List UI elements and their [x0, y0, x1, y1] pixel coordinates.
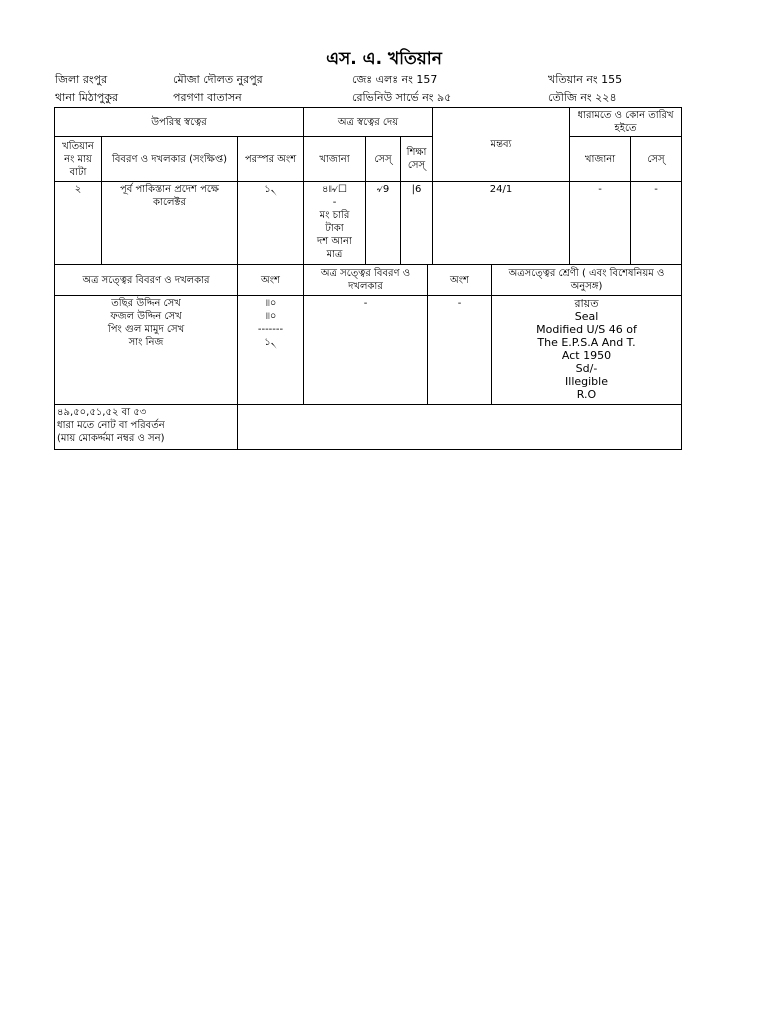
pargana-label: পরগণা বাতাসন — [173, 91, 242, 104]
header-since-date: ধারামতে ও কোন তারিখ হইতে — [570, 108, 682, 137]
owner-share: ।৷০ — [264, 298, 277, 309]
jl-number-label: জেঃ এলঃ নং 157 — [352, 73, 438, 86]
header-cess: সেস্ — [366, 137, 401, 182]
cell-education-cess: |6 — [401, 182, 433, 265]
owner-name: তছির উদ্দিন সেখ — [111, 298, 181, 309]
class-line: রায়ত — [574, 297, 599, 310]
cell-share: ১৲ — [238, 182, 304, 265]
header-owner-description: অত্র সত্ত্বের বিবরণ ও দখলকার — [55, 265, 238, 296]
header-payable: অত্র স্বত্বের দেয় — [304, 108, 433, 137]
owner-name: ফজল উদ্দিন সেখ — [110, 311, 182, 322]
header-rent-2: খাজানা — [570, 137, 631, 182]
section-note-line: (মায় মোকর্দ্দমা নম্বর ও সন) — [57, 433, 165, 444]
section-note-line: ৪৯,৫০,৫১,৫২ বা ৫৩ — [57, 407, 147, 418]
header-rent: খাজানা — [304, 137, 366, 182]
rent-line: - — [332, 197, 337, 208]
header-share: পরস্পর অংশ — [238, 137, 304, 182]
class-line: Illegible — [565, 375, 608, 388]
class-line: Act 1950 — [561, 349, 612, 362]
cell-remarks: 24/1 — [433, 182, 570, 265]
cell-section-notes-value — [238, 405, 682, 450]
header-present-owner: উপরিস্থ স্বত্বের — [55, 108, 304, 137]
owner-share: ।৷০ — [264, 311, 277, 322]
cell-cess-2: - — [631, 182, 682, 265]
khatian-number-label: খতিয়ান নং 155 — [548, 73, 623, 86]
owner-share: ------- — [257, 324, 284, 335]
header-owner-share: অংশ — [238, 265, 304, 296]
cell-section-notes — [55, 405, 238, 450]
mouza-label: মৌজা দৌলত নুরপুর — [173, 73, 263, 86]
cell-rent-2: - — [570, 182, 631, 265]
section-note-line: ধারা মতে নোট বা পরিবর্তন — [57, 420, 165, 431]
header-interest-class: অত্রসত্ত্বের শ্রেণী ( এবং বিশেষনিয়ম ও অনুসঙ্গ) — [492, 265, 682, 296]
class-line: Sd/- — [575, 362, 598, 375]
header-owner-share-2: অংশ — [428, 265, 492, 296]
rent-line: ৪৷৷৵☐ — [321, 184, 348, 195]
cell-rent — [304, 182, 366, 265]
owner-name: সাং নিজ — [128, 337, 164, 348]
class-line: Seal — [574, 310, 599, 323]
cell-owner-share-2: - — [428, 296, 492, 405]
khatian-main-table — [54, 107, 682, 265]
document-title: এস. এ. খতিয়ান — [326, 49, 442, 69]
owner-share: ১৲ — [264, 337, 277, 348]
class-line: R.O — [576, 388, 597, 401]
revenue-survey-label: রেভিনিউ সার্ভে নং ৯৫ — [352, 91, 452, 104]
touzi-label: তৌজি নং ২২৪ — [548, 91, 617, 104]
thana-label: থানা মিঠাপুকুর — [55, 91, 119, 104]
cell-owner-shares — [238, 296, 304, 405]
cell-cess: ৵9 — [366, 182, 401, 265]
header-owner-description-2: অত্র সত্ত্বের বিবরণ ও দখলকার — [304, 265, 428, 296]
district-label: জিলা রংপুর — [55, 73, 108, 86]
header-remarks: মন্তব্য — [433, 108, 570, 182]
cell-owners — [55, 296, 238, 405]
cell-interest-class — [492, 296, 682, 405]
class-line: Modified U/S 46 of — [536, 323, 637, 336]
subordinate-interest-table — [54, 264, 682, 450]
cell-khatian-no: ২ — [55, 182, 102, 265]
header-khatian-no: খতিয়ান নং মায় বাটা — [55, 137, 102, 182]
table-row — [55, 182, 682, 265]
table-row — [55, 296, 682, 405]
rent-line: মাত্র — [326, 249, 343, 260]
class-line: The E.P.S.A And T. — [537, 336, 636, 349]
header-description: বিবরণ ও দখলকার (সংক্ষিপ্ত) — [102, 137, 238, 182]
cell-description: পূর্ব পাকিস্তান প্রদেশ পক্ষে কালেক্টর — [102, 182, 238, 265]
cell-owner-description-2: - — [304, 296, 428, 405]
header-cess-2: সেস্ — [631, 137, 682, 182]
rent-line: মং চারি — [319, 210, 350, 221]
rent-line: টাকা — [325, 223, 344, 234]
header-education-cess: শিক্ষা সেস্ — [401, 137, 433, 182]
owner-name: পিং গুল মামুদ সেখ — [107, 324, 185, 335]
rent-line: দশ আনা — [317, 236, 352, 247]
